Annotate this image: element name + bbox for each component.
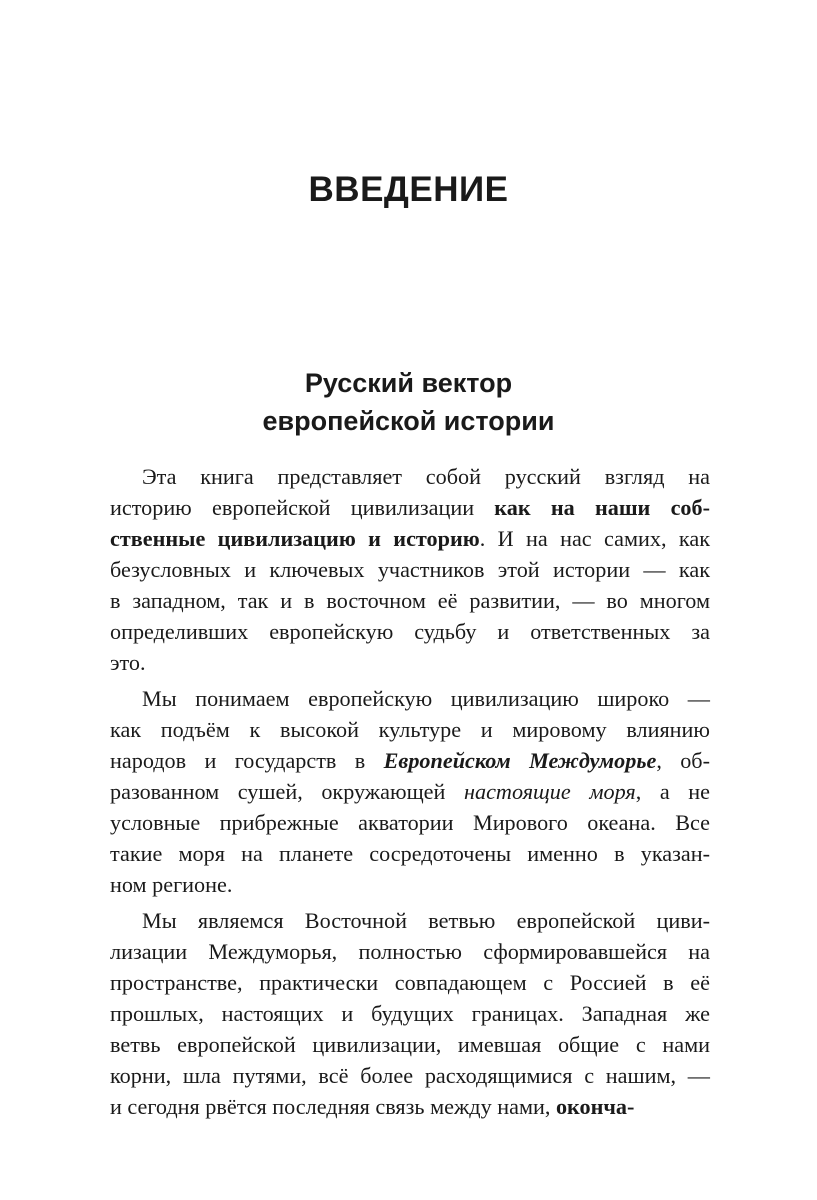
paragraph — [110, 461, 710, 678]
text-run: безусловных и ключевых участников этой истории — как — [110, 557, 710, 582]
text-run: это. — [110, 650, 146, 675]
section-title-line-2: европейской истории — [262, 406, 555, 436]
text-line — [110, 683, 710, 714]
text-run: народов и государств в — [110, 748, 384, 773]
text-line — [110, 714, 710, 745]
emphasis-text: как на наши соб- — [494, 495, 710, 520]
emphasis-text: оконча- — [555, 1094, 635, 1119]
text-line — [110, 1029, 710, 1060]
text-run: лизации Междуморья, полностью сформировавшейся на — [110, 939, 710, 964]
section-title — [0, 364, 817, 440]
text-run: историю европейской цивилизации — [110, 495, 495, 520]
text-line — [110, 585, 710, 616]
text-run: Мы являемся Восточной ветвью европейской циви- — [142, 908, 710, 933]
text-run: условные прибрежные акватории Мирового океана. Все — [110, 810, 710, 835]
text-run: как подъём к высокой культуре и мировому влиянию — [110, 717, 710, 742]
text-run: ном регионе. — [110, 872, 233, 897]
italic-text: настоящие моря — [463, 779, 636, 804]
text-line — [110, 905, 710, 936]
text-run: Мы понимаем европейскую цивилизацию широко — — [142, 686, 710, 711]
text-line — [110, 554, 710, 585]
text-line — [110, 616, 710, 647]
paragraph — [110, 683, 710, 900]
emphasis-text: ственные цивилизацию и историю — [110, 526, 480, 551]
text-line — [110, 1060, 710, 1091]
text-line — [110, 1091, 710, 1122]
text-run: , а не — [635, 779, 710, 804]
text-run: ветвь европейской цивилизации, имевшая общие с нами — [110, 1032, 710, 1057]
text-run: прошлых, настоящих и будущих границах. Западная же — [110, 1001, 710, 1026]
paragraph — [110, 905, 710, 1122]
text-line — [110, 967, 710, 998]
text-run: . И на нас самих, как — [479, 526, 710, 551]
text-run: в западном, так и в восточном её развитии, — во многом — [110, 588, 710, 613]
text-line — [110, 869, 710, 900]
chapter-title: ВВЕДЕНИЕ — [308, 170, 509, 209]
text-line — [110, 807, 710, 838]
text-run: определивших европейскую судьбу и ответственных за — [110, 619, 710, 644]
body-text — [110, 461, 710, 1122]
text-line — [110, 647, 710, 678]
text-run: пространстве, практически совпадающем с Россией в её — [110, 970, 710, 995]
text-run: , об- — [656, 748, 710, 773]
text-run: такие моря на планете сосредоточены именно в указан- — [110, 841, 710, 866]
text-line — [110, 998, 710, 1029]
text-line — [110, 461, 710, 492]
text-run: корни, шла путями, всё более расходящимися с нашим, — — [110, 1063, 710, 1088]
text-run: и сегодня рвётся последняя связь между нами, — [110, 1094, 556, 1119]
section-title-line-1: Русский вектор — [304, 368, 513, 398]
text-line — [110, 776, 710, 807]
text-line — [110, 492, 710, 523]
text-line — [110, 523, 710, 554]
text-line — [110, 838, 710, 869]
text-line — [110, 745, 710, 776]
emphasis-text: Европейском Междуморье — [383, 748, 657, 773]
text-line — [110, 936, 710, 967]
text-run: разованном сушей, окружающей — [110, 779, 464, 804]
text-run: Эта книга представляет собой русский взгляд на — [142, 464, 710, 489]
